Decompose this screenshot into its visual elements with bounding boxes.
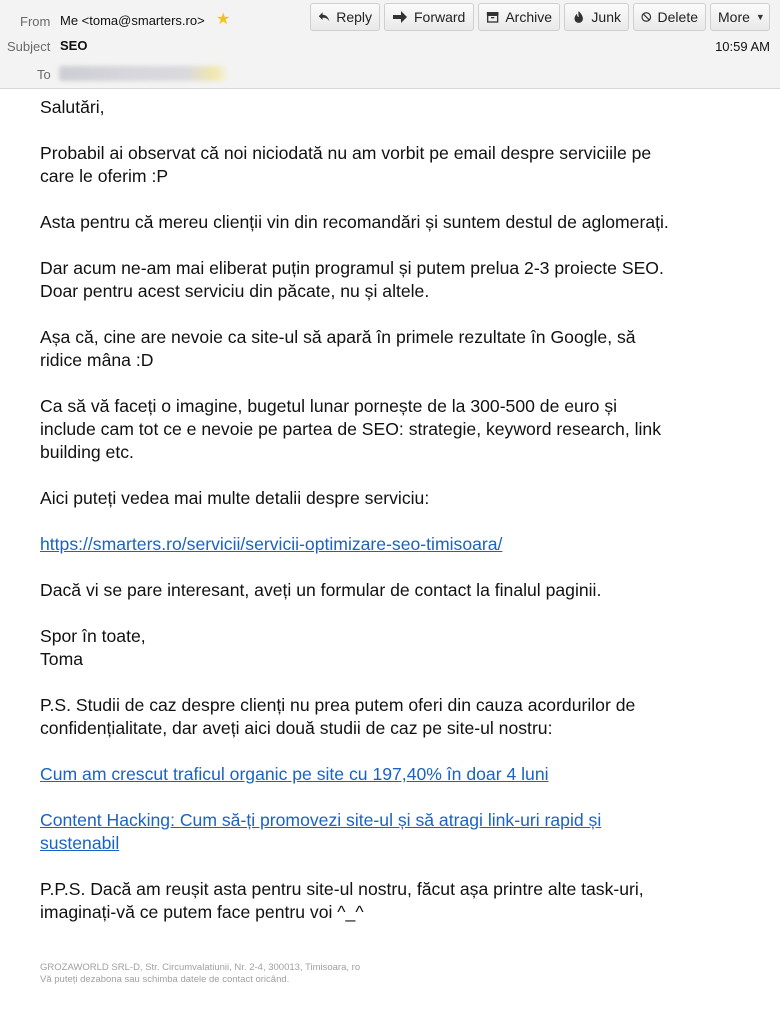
paragraph-line: Asta pentru că mereu clienții vin din recomandări și suntem destul de aglomerați. (40, 212, 669, 232)
footer-address: GROZAWORLD SRL-D, Str. Circumvalatiunii, Nr. 2-4, 300013, Timisoara, ro (40, 962, 361, 973)
reply-label: Reply (336, 9, 372, 25)
archive-icon (486, 10, 499, 24)
case-study-link-traffic[interactable]: Cum am crescut traficul organic pe site cu 197,40% în doar 4 luni (40, 764, 549, 784)
paragraph-line: Aici puteți vedea mai multe detalii despre serviciu: (40, 488, 430, 508)
paragraph-line: imaginați-vă ce putem face pentru voi ^_^ (40, 902, 364, 922)
paragraph-line: ridice mâna :D (40, 350, 154, 370)
paragraph-line: Ca să vă faceți o imagine, bugetul lunar pornește de la 300-500 de euro și (40, 396, 618, 416)
forward-label: Forward (414, 9, 466, 25)
junk-label: Junk (591, 9, 621, 25)
paragraph-line: Așa că, cine are nevoie ca site-ul să apară în primele rezultate în Google, să (40, 327, 636, 347)
paragraph-line: care le oferim :P (40, 166, 169, 186)
paragraph-line: P.S. Studii de caz despre clienți nu prea putem oferi din cauza acordurilor de (40, 695, 636, 715)
subject-value: SEO (60, 38, 88, 53)
junk-button[interactable] (564, 3, 629, 31)
to-label: To (37, 67, 51, 82)
junk-icon (572, 9, 585, 25)
paragraph-line: building etc. (40, 442, 134, 462)
greeting: Salutări, (40, 97, 105, 117)
case-study-link-content-hacking-cont[interactable]: sustenabil (40, 833, 120, 853)
from-label: From (20, 14, 51, 29)
paragraph-line: include cam tot ce e nevoie pe partea de SEO: strategie, keyword research, link (40, 419, 661, 439)
delete-label: Delete (657, 9, 698, 25)
seo-service-link[interactable]: https://smarters.ro/servicii/servicii-optimizare-seo-timisoara/ (40, 534, 503, 554)
message-body (40, 96, 750, 924)
forward-icon (392, 10, 408, 24)
signature-line: Spor în toate, (40, 626, 146, 646)
case-study-link-content-hacking[interactable]: Content Hacking: Cum să-ți promovezi site-ul și să atragi link-uri rapid și (40, 810, 602, 830)
message-header (0, 0, 780, 89)
reply-icon (318, 10, 330, 24)
archive-button[interactable] (478, 3, 560, 31)
paragraph-line: Dar acum ne-am mai eliberat puțin programul și putem prelua 2-3 proiecte SEO. (40, 258, 664, 278)
from-value[interactable]: Me <toma@smarters.ro> (60, 13, 205, 28)
email-footer (40, 962, 540, 986)
more-label: More (718, 9, 750, 25)
archive-label: Archive (505, 9, 552, 25)
forward-button[interactable] (384, 3, 474, 31)
reply-button[interactable] (310, 3, 380, 31)
delete-icon (641, 9, 652, 25)
chevron-down-icon: ▼ (755, 12, 765, 22)
to-value-redacted (59, 66, 229, 81)
paragraph-line: Probabil ai observat că noi niciodată nu am vorbit pe email despre serviciile pe (40, 143, 652, 163)
message-toolbar (310, 3, 770, 33)
paragraph-line: Doar pentru acest serviciu din păcate, nu și altele. (40, 281, 430, 301)
more-button[interactable] (710, 3, 770, 31)
message-time: 10:59 AM (715, 39, 770, 54)
signature-name: Toma (40, 649, 84, 669)
paragraph-line: Dacă vi se pare interesant, aveți un formular de contact la finalul paginii. (40, 580, 602, 600)
delete-button[interactable] (633, 3, 706, 31)
paragraph-line: P.P.S. Dacă am reușit asta pentru site-ul nostru, făcut așa printre alte task-uri, (40, 879, 644, 899)
subject-label: Subject (7, 39, 51, 54)
star-icon[interactable]: ★ (216, 11, 231, 28)
footer-unsubscribe[interactable]: Vă puteți dezabona sau schimba datele de contact oricând. (40, 974, 290, 985)
paragraph-line: confidențialitate, dar aveți aici două studii de caz pe site-ul nostru: (40, 718, 553, 738)
